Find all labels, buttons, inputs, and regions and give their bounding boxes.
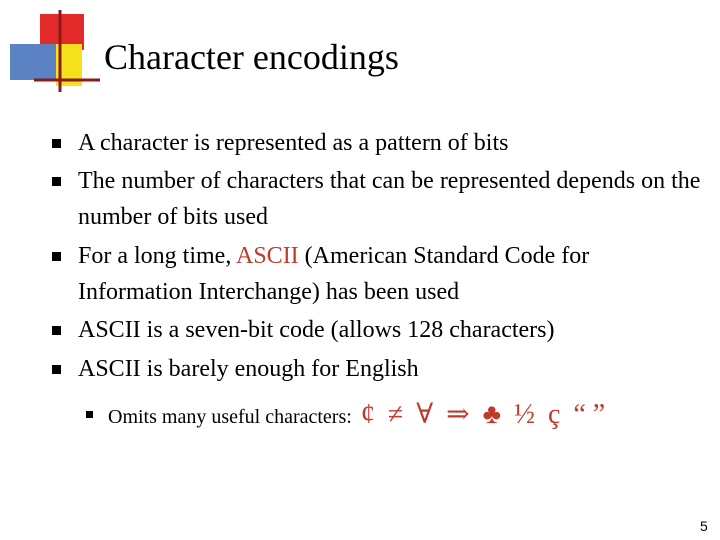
bullet-square-icon [52,252,61,261]
club-symbol: ♣ [482,399,501,430]
cent-symbol: ¢ [360,399,375,430]
special-symbols [361,399,611,430]
sub-bullet-item [108,395,611,437]
implies-symbol: ⇒ [446,399,470,430]
bullet-text: ASCII is barely enough for English [78,356,419,382]
slide-title: Character encodings [104,37,399,77]
sub-bullet-text: Omits many useful characters: [108,406,352,428]
one-half-symbol: ½ [513,399,535,430]
bullet-item [78,312,708,348]
bullet-text-after: (American Standard Code for Information Interchange) has been used [78,243,590,305]
bullet-item [78,351,708,387]
bullet-item [78,125,708,161]
bullet-item [78,238,708,310]
bullet-text: The number of characters that can be represented depends on the number of bits used [78,168,701,230]
for-all-symbol: ∀ [416,399,434,430]
bullet-square-icon [52,177,61,186]
bullet-text: A character is represented as a pattern of bits [78,130,509,156]
not-equal-symbol: ≠ [387,399,404,430]
c-cedilla-symbol: ç [547,399,561,430]
bullet-text-before: For a long time, [78,243,236,269]
bullet-square-icon [52,139,61,148]
ascii-highlight: ASCII [236,243,299,269]
page-number: 5 [700,518,708,534]
sub-bullet-square-icon [86,411,93,418]
curly-quotes-symbol: “ ” [573,399,606,430]
bullet-square-icon [52,326,61,335]
bullet-item [78,163,708,235]
bullet-square-icon [52,365,61,374]
bullet-text: ASCII is a seven-bit code (allows 128 characters) [78,317,555,343]
